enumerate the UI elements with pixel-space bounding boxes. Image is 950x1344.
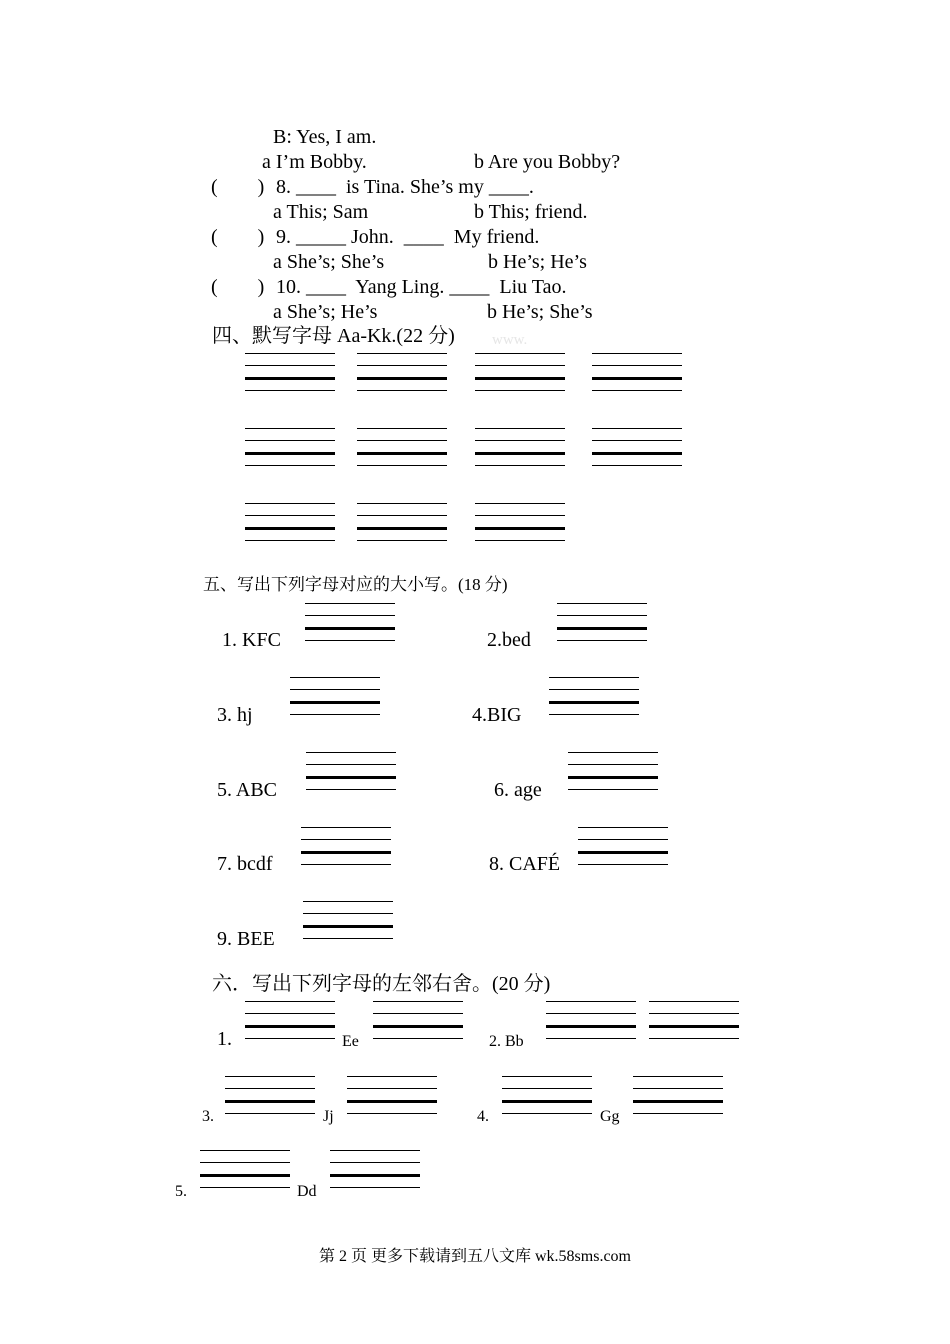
s5-lines-5[interactable] — [306, 752, 396, 790]
s6-item-4-num: 4. — [477, 1108, 489, 1125]
s6-item-1-num: 1. — [217, 1028, 232, 1050]
s6-lines-4-left[interactable] — [502, 1076, 592, 1114]
page-footer: 第 2 页 更多下载请到五八文库 wk.58sms.com — [318, 1248, 631, 1265]
s6-item-4-letter: Gg — [600, 1108, 620, 1125]
s6-lines-3-right[interactable] — [347, 1076, 437, 1114]
s5-item-9: 9. BEE — [217, 928, 275, 950]
q8-option-a: a This; Sam — [273, 201, 369, 223]
s6-lines-4-right[interactable] — [633, 1076, 723, 1114]
section5-title: 五、写出下列字母对应的大小写。(18 分) — [203, 575, 508, 594]
s5-item-7: 7. bcdf — [217, 853, 273, 875]
q9-option-a: a She’s; She’s — [273, 251, 385, 273]
s6-item-1-letter: Ee — [342, 1033, 359, 1050]
s6-lines-2-right[interactable] — [649, 1001, 739, 1039]
s5-item-8: 8. CAFÉ — [489, 853, 561, 875]
q7-option-b: b Are you Bobby? — [474, 151, 621, 173]
s5-item-6: 6. age — [494, 779, 542, 801]
q10-paren[interactable]: ( ) — [211, 276, 265, 298]
q8-paren[interactable]: ( ) — [211, 176, 265, 198]
s6-lines-1-right[interactable] — [373, 1001, 463, 1039]
s6-lines-5-left[interactable] — [200, 1150, 290, 1188]
s6-item-5-num: 5. — [175, 1183, 187, 1200]
s5-lines-7[interactable] — [301, 827, 391, 865]
section4-watermark: www. — [492, 332, 528, 348]
s5-lines-2[interactable] — [557, 603, 647, 641]
writing-lines-ii[interactable] — [245, 503, 335, 541]
s6-lines-1-left[interactable] — [245, 1001, 335, 1039]
s6-lines-3-left[interactable] — [225, 1076, 315, 1114]
writing-lines-dd[interactable] — [592, 353, 682, 391]
s6-lines-5-right[interactable] — [330, 1150, 420, 1188]
s5-lines-4[interactable] — [549, 677, 639, 715]
writing-lines-hh[interactable] — [592, 428, 682, 466]
s6-lines-2-left[interactable] — [546, 1001, 636, 1039]
s5-item-2: 2.bed — [487, 629, 531, 651]
q8-stem: 8. ____ is Tina. She’s my ____. — [276, 176, 534, 198]
writing-lines-kk[interactable] — [475, 503, 565, 541]
writing-lines-cc[interactable] — [475, 353, 565, 391]
s6-item-5-letter: Dd — [297, 1183, 317, 1200]
q8-option-b: b This; friend. — [474, 201, 588, 223]
q7-option-a: a I’m Bobby. — [262, 151, 367, 173]
writing-lines-ee[interactable] — [245, 428, 335, 466]
s6-item-3-num: 3. — [202, 1108, 214, 1125]
writing-lines-ff[interactable] — [357, 428, 447, 466]
writing-lines-gg[interactable] — [475, 428, 565, 466]
q9-stem: 9. _____ John. ____ My friend. — [276, 226, 540, 248]
s5-item-3: 3. hj — [217, 704, 253, 726]
q7-answer: B: Yes, I am. — [273, 126, 377, 148]
q10-option-b: b He’s; She’s — [487, 301, 593, 323]
s5-lines-1[interactable] — [305, 603, 395, 641]
section4-title: 四、默写字母 Aa-Kk.(22 分) — [212, 325, 455, 347]
s5-lines-9[interactable] — [303, 901, 393, 939]
writing-lines-bb[interactable] — [357, 353, 447, 391]
q10-option-a: a She’s; He’s — [273, 301, 378, 323]
s6-item-3-letter: Jj — [323, 1108, 334, 1125]
section6-title: 六．写出下列字母的左邻右舍。(20 分) — [212, 973, 551, 995]
s5-lines-3[interactable] — [290, 677, 380, 715]
writing-lines-jj[interactable] — [357, 503, 447, 541]
s6-item-2-num: 2. Bb — [489, 1033, 524, 1050]
s5-item-1: 1. KFC — [222, 629, 281, 651]
q9-option-b: b He’s; He’s — [488, 251, 587, 273]
q9-paren[interactable]: ( ) — [211, 226, 265, 248]
q10-stem: 10. ____ Yang Ling. ____ Liu Tao. — [276, 276, 567, 298]
s5-item-4: 4.BIG — [472, 704, 522, 726]
s5-lines-6[interactable] — [568, 752, 658, 790]
writing-lines-aa[interactable] — [245, 353, 335, 391]
s5-lines-8[interactable] — [578, 827, 668, 865]
s5-item-5: 5. ABC — [217, 779, 278, 801]
